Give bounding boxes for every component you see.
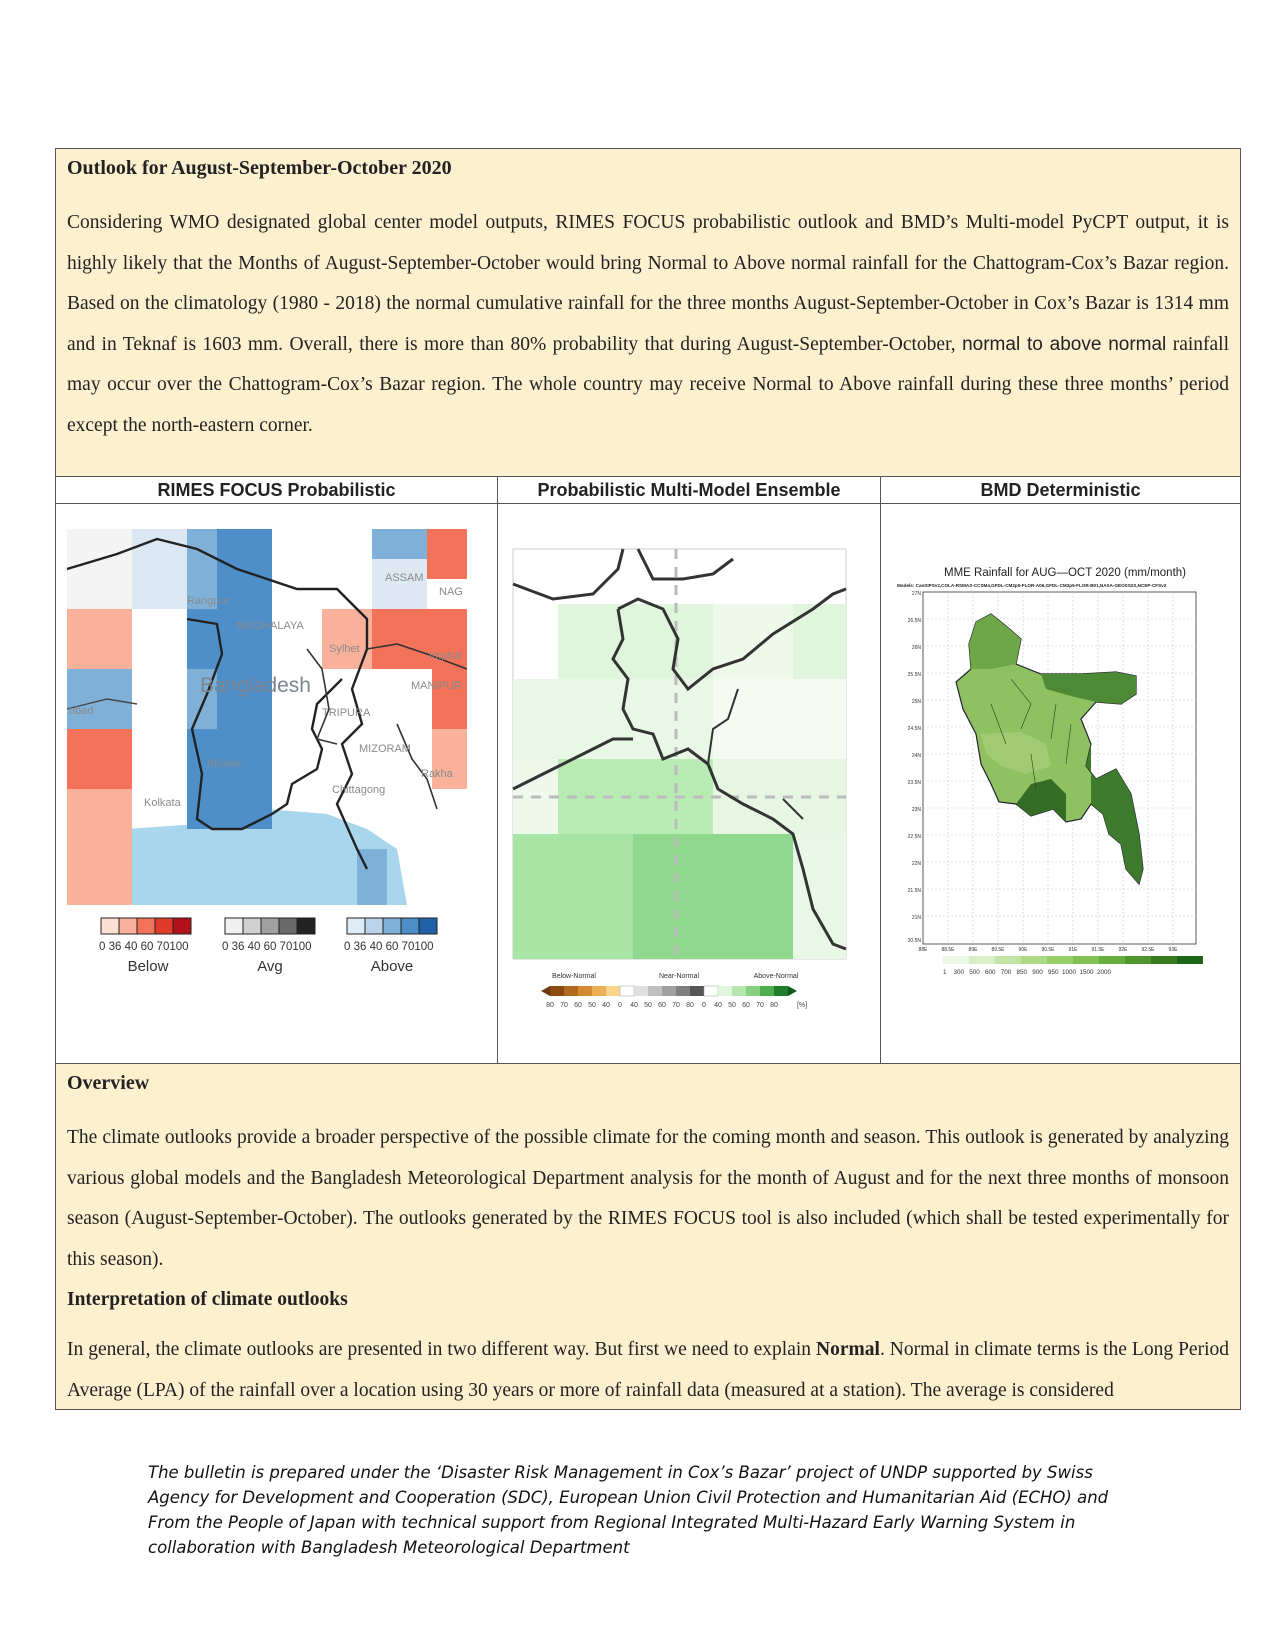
bmd-lon-label: 92E: [1118, 947, 1128, 953]
bmd-lat-label: 23.5N: [907, 780, 921, 786]
rimes-label-6: Bangladesh: [200, 674, 311, 697]
rimes-label-12: Kolkata: [144, 797, 181, 809]
bmd-lat-label: 27N: [911, 591, 921, 597]
rimes-legend: [99, 918, 437, 975]
rimes-legend-avg: [225, 918, 315, 934]
normal-term: Normal: [816, 1339, 880, 1360]
outlook-body-emphasis: normal to above normal: [962, 333, 1167, 355]
legend-swatch: [261, 918, 279, 934]
legend-swatch: [419, 918, 437, 934]
rimes-label-4: Sylhet: [329, 643, 360, 655]
rimes-label-8: nbad: [69, 705, 94, 717]
bmd-lat-label: 23N: [911, 807, 921, 813]
maps-table: [56, 476, 1240, 1064]
ensemble-tick: 50: [644, 1002, 652, 1009]
bmd-lat-label: 21N: [911, 915, 921, 921]
rimes-legend-ticks-avg: 0 36 40 60 70100: [222, 941, 312, 953]
outlook-box: [55, 148, 1241, 1410]
legend-swatch: [225, 918, 243, 934]
overview-title: Overview: [67, 1072, 150, 1094]
legend-swatch: [137, 918, 155, 934]
rimes-legend-label-above: Above: [370, 958, 414, 975]
rimes-label-13: Chittagong: [332, 784, 386, 796]
ensemble-tick: 0: [702, 1002, 706, 1009]
ensemble-tick: 70: [560, 1002, 568, 1009]
rimes-label-10: MIZORAM: [359, 743, 411, 755]
bmd-lat-label: 26.5N: [907, 618, 921, 624]
ensemble-tick: 0: [618, 1002, 622, 1009]
ensemble-map: [498, 504, 880, 1064]
interpretation-part2: . Normal in climate terms is the Long Period Average (LPA) of the rainfall over a location using 30 years or more of rainfall data (measured at a station). The average is considered: [67, 1339, 1229, 1401]
ensemble-colorbar: [541, 986, 797, 996]
interpretation-body: [67, 1330, 1229, 1411]
outlook-section: [56, 149, 1240, 475]
legend-swatch: [279, 918, 297, 934]
bmd-lon-label: 89E: [968, 947, 978, 953]
ensemble-tick: 40: [602, 1002, 610, 1009]
rimes-label-5: Imphal: [429, 650, 463, 662]
rimes-legend-label-below: Below: [127, 958, 169, 975]
legend-swatch: [119, 918, 137, 934]
ensemble-legend-group-below: Below-Normal: [552, 973, 596, 980]
ensemble-tick: 70: [672, 1002, 680, 1009]
ensemble-tick: 50: [728, 1002, 736, 1009]
bmd-legend-ticks: 1 300 500 600 700 850 900 950 1000 1500 2000: [943, 969, 1112, 976]
bmd-lat-label: 25.5N: [907, 672, 921, 678]
bmd-lon-label: 93E: [1168, 947, 1178, 953]
rimes-legend-label-avg: Avg: [257, 958, 283, 975]
bmd-models-line: Models: CanSIPSv2,COLA-RSMAS-CCSM4,GFDL-CM2p5-FLOR-A06,GFDL-CM2p5-FLOR-B01,NASA-GEOSS2S,NCEP-CFSv2: [897, 583, 1167, 588]
bmd-map: [881, 504, 1239, 1064]
bmd-lat-label: 26N: [911, 645, 921, 651]
ensemble-tick: 60: [574, 1002, 582, 1009]
rimes-label-9: TRIPURA: [322, 707, 371, 719]
interpretation-title: Interpretation of climate outlooks: [67, 1289, 348, 1310]
ensemble-column: [498, 477, 881, 1063]
rimes-legend-ticks-above: 0 36 40 60 70100: [344, 941, 434, 953]
legend-swatch: [297, 918, 315, 934]
outlook-title: Outlook for August-September-October 2020: [67, 157, 452, 179]
bmd-lon-label: 89.5E: [991, 947, 1005, 953]
bmd-lon-label: 92.5E: [1141, 947, 1155, 953]
rimes-legend-above: [347, 918, 437, 934]
footer-note: The bulletin is prepared under the ‘Disaster Risk Management in Cox’s Bazar’ project of UNDP supported by Swiss Agency for Development and Cooperation (SDC), European Union Civil Protection and Humanitarian Aid (ECHO) and From the People of Japan with technical support from Regional Integrated Multi-Hazard Early Warning System in collaboration with Bangladesh Meteorological Department: [148, 1463, 1109, 1557]
bmd-lat-label: 24.5N: [907, 726, 921, 732]
outlook-body: [67, 203, 1229, 446]
overview-body: The climate outlooks provide a broader perspective of the possible climate for the coming month and season. This outlook is generated by analyzing various global models and the Bangladesh Meteorological Department analysis for the month of August and for the next three months of monsoon season (August-September-October). The outlooks generated by the RIMES FOCUS tool is also included (which shall be tested experimentally for this season).: [67, 1127, 1229, 1270]
bmd-column: [881, 477, 1240, 1063]
ensemble-tick: 80: [686, 1002, 694, 1009]
bmd-lon-label: 90E: [1018, 947, 1028, 953]
ensemble-tick: 80: [770, 1002, 778, 1009]
bmd-colorbar: [943, 956, 1203, 964]
legend-swatch: [101, 918, 119, 934]
rimes-legend-ticks-below: 0 36 40 60 70100: [99, 941, 189, 953]
legend-swatch: [173, 918, 191, 934]
legend-swatch: [155, 918, 173, 934]
ensemble-tick: [%]: [796, 1002, 808, 1009]
rimes-label-2: Rangpur: [187, 595, 230, 607]
ensemble-legend-group-near: Near-Normal: [658, 973, 700, 980]
outlook-body-part2: rainfall may occur over the Chattogram-Cox’s Bazar region. The whole country may receive Normal to Above rainfall during these three months’ period except the north-eastern corner.: [67, 333, 1230, 436]
rimes-label-0: ASSAM: [385, 572, 424, 584]
bmd-lat-label: 20.5N: [907, 938, 921, 944]
bmd-lat-label: 22.5N: [907, 834, 921, 840]
ensemble-tick: 40: [630, 1002, 638, 1009]
rimes-label-11: Khulna: [207, 758, 242, 770]
ensemble-heading: Probabilistic Multi-Model Ensemble: [498, 477, 880, 504]
rimes-map: [56, 504, 497, 1064]
ensemble-tick: 70: [756, 1002, 764, 1009]
legend-swatch: [347, 918, 365, 934]
bmd-lon-label: 88E: [918, 947, 928, 953]
legend-swatch: [365, 918, 383, 934]
bmd-lon-label: 91E: [1068, 947, 1078, 953]
ensemble-tick: 80: [546, 1002, 554, 1009]
bmd-lat-label: 24N: [911, 753, 921, 759]
interpretation-part1: In general, the climate outlooks are presented in two different way. But first we need to explain: [67, 1339, 812, 1360]
legend-swatch: [243, 918, 261, 934]
overview-section: [56, 1064, 1240, 1417]
ensemble-tick: 40: [714, 1002, 722, 1009]
bmd-lat-label: 25N: [911, 699, 921, 705]
rimes-column: [56, 477, 498, 1063]
legend-swatch: [401, 918, 419, 934]
bmd-map-title: MME Rainfall for AUG—OCT 2020 (mm/month): [944, 567, 1186, 579]
ensemble-tick: 60: [658, 1002, 666, 1009]
bmd-lon-label: 91.5E: [1091, 947, 1105, 953]
outlook-body-part1: Considering WMO designated global center model outputs, RIMES FOCUS probabilistic outlook and BMD’s Multi-model PyCPT output, it is highly likely that the Months of August-September-October would bring Normal to Above normal rainfall for the Chattogram-Cox’s Bazar region. Based on the climatology (1980 - 2018) the normal cumulative rainfall for the three months August-September-October in Cox’s Bazar is 1314 mm and in Teknaf is 1603 mm. Overall, there is more than 80% probability that during August-September-October,: [67, 212, 1229, 355]
bmd-lat-label: 22N: [911, 861, 921, 867]
bmd-lon-label: 90.5E: [1041, 947, 1055, 953]
ensemble-tick: 50: [588, 1002, 596, 1009]
ensemble-legend-group-above: Above-Normal: [753, 973, 799, 980]
rimes-heading: RIMES FOCUS Probabilistic: [56, 477, 497, 504]
rimes-legend-below: [101, 918, 191, 934]
rimes-label-14: Rakha: [421, 768, 453, 780]
rimes-label-7: MANIPUR: [411, 680, 462, 692]
bmd-lon-label: 88.5E: [941, 947, 955, 953]
rimes-label-1: NAG: [439, 586, 463, 598]
bmd-lat-label: 21.5N: [907, 888, 921, 894]
bmd-heading: BMD Deterministic: [881, 477, 1240, 504]
ensemble-tick: 60: [742, 1002, 750, 1009]
rimes-label-3: MEGHALAYA: [237, 620, 304, 632]
legend-swatch: [383, 918, 401, 934]
